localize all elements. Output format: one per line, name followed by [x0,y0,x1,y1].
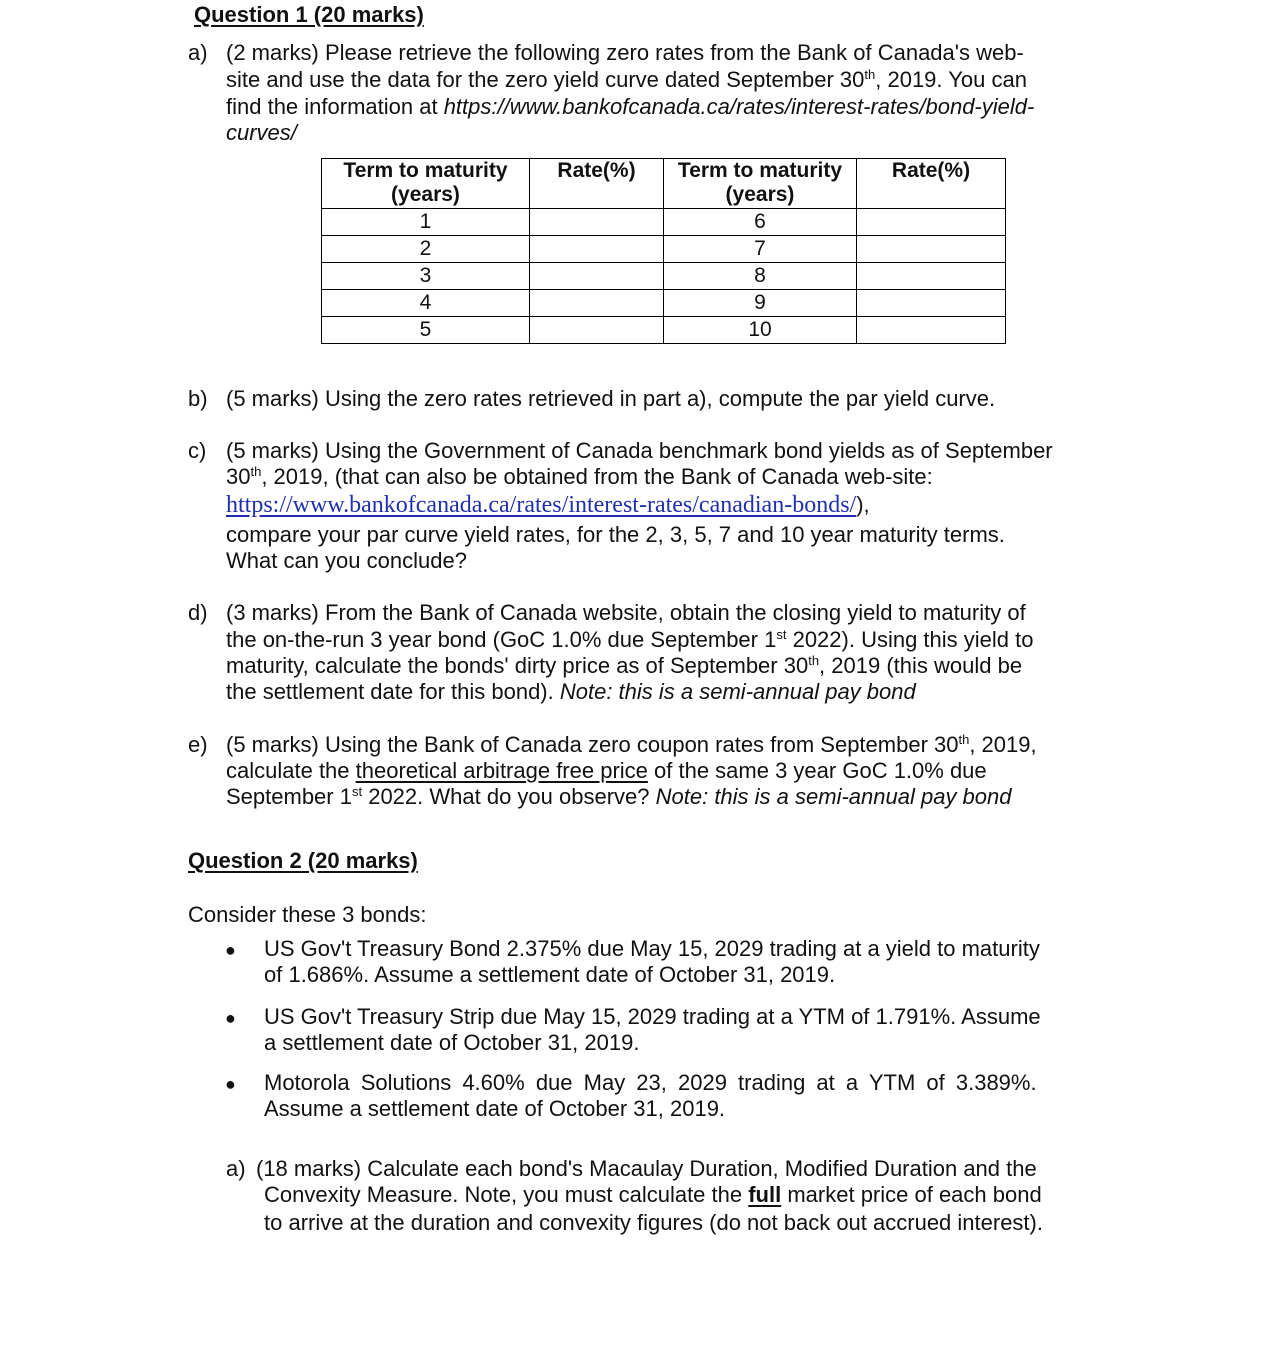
q1-part-a-line-2-text: site and use the data for the zero yield curve dated September 30 [226,67,865,92]
term-cell: 7 [664,236,857,263]
bond-yield-curves-url-continued[interactable]: curves/ [226,120,297,145]
semi-annual-note: Note: this is a semi-annual pay bond [655,784,1012,809]
rate-input-cell[interactable] [530,290,664,317]
superscript: th [864,67,876,82]
q1-part-e-line-1 [226,732,1037,758]
q2-part-a-line-3: to arrive at the duration and convexity figures (do not back out accrued interest). [264,1210,1043,1235]
q1-part-d-line-1: (3 marks) From the Bank of Canada website, obtain the closing yield to maturity of [226,600,1026,625]
full-price-emphasis: full [748,1182,782,1207]
q1-part-e-line-3 [226,784,1012,810]
header-term-right-line-1: Term to maturity [677,159,843,182]
rate-input-cell[interactable] [857,209,1006,236]
q1-part-c-line-1: (5 marks) Using the Government of Canada benchmark bond yields as of September [226,438,1053,463]
q1-part-c-line-4: compare your par curve yield rates, for the 2, 3, 5, 7 and 10 year maturity terms. [226,522,1005,547]
q1-part-e-marker: e) [188,732,208,757]
term-cell: 1 [322,209,530,236]
q1-part-a-line-1: (2 marks) Please retrieve the following zero rates from the Bank of Canada's web- [226,40,1024,65]
term-cell: 10 [664,317,857,344]
term-cell: 8 [664,263,857,290]
header-term-right-line-2: (years) [725,183,795,206]
header-term-left [322,159,530,209]
zero-rates-table [321,158,1006,344]
term-cell: 9 [664,290,857,317]
header-rate-right: Rate(%) [857,159,1006,209]
rate-input-cell[interactable] [530,317,664,344]
arbitrage-free-price-emphasis: theoretical arbitrage free price [355,758,648,783]
q1-part-c-line-2-tail: , 2019, (that can also be obtained from the Bank of Canada web-site: [261,464,933,489]
q1-part-c-link-after: ), [856,492,870,517]
q1-part-d-line-4-text: the settlement date for this bond). [226,679,560,704]
question-1-heading: Question 1 (20 marks) [194,2,424,27]
q1-part-c-marker: c) [188,438,207,463]
rate-input-cell[interactable] [530,209,664,236]
canadian-bonds-link[interactable]: https://www.bankofcanada.ca/rates/interest-rates/canadian-bonds/ [226,492,857,518]
bond-3-line-2: Assume a settlement date of October 31, 2019. [264,1096,726,1121]
table-row [322,263,1006,290]
q2-intro: Consider these 3 bonds: [188,902,427,927]
q1-part-c-line-2-text: 30 [226,464,251,489]
q1-part-a-marker: a) [188,40,208,65]
q1-part-d-marker: d) [188,600,208,625]
q1-part-c-line-3 [226,492,870,518]
bullet-icon: ● [225,1008,236,1028]
q2-part-a-marker: a) [226,1156,246,1181]
q1-part-b-line-1: (5 marks) Using the zero rates retrieved in part a), compute the par yield curve. [226,386,996,411]
q1-part-d-line-4 [226,679,916,705]
q1-part-e-line-1-tail: , 2019, [969,732,1037,757]
bullet-icon: ● [225,1074,236,1094]
q1-part-e-line-2-text: calculate the [226,758,356,783]
bond-1-line-1: US Gov't Treasury Bond 2.375% due May 15, 2029 trading at a yield to maturity [264,936,1040,961]
bond-1-line-2: of 1.686%. Assume a settlement date of October 31, 2019. [264,962,836,987]
q1-part-e-line-3-text: September 1 [226,784,352,809]
q1-part-a-line-3 [226,94,1034,120]
rate-input-cell[interactable] [857,236,1006,263]
superscript: th [958,732,970,747]
question-2-heading: Question 2 (20 marks) [188,848,418,873]
q1-part-c-line-2 [226,464,933,490]
term-cell: 5 [322,317,530,344]
term-cell: 6 [664,209,857,236]
superscript: th [808,653,820,668]
bullet-icon: ● [225,940,236,960]
zero-rates-table-header [322,159,1006,209]
header-term-left-line-2: (years) [391,183,460,206]
q1-part-d-line-2 [226,627,1034,653]
q1-part-e-line-3-mid: 2022. What do you observe? [362,784,656,809]
q1-part-d-line-3-text: maturity, calculate the bonds' dirty price as of September 30 [226,653,809,678]
header-rate-left: Rate(%) [530,159,664,209]
rate-input-cell[interactable] [530,263,664,290]
q1-part-b-marker: b) [188,386,208,411]
q1-part-a-line-2 [226,67,1027,93]
semi-annual-note: Note: this is a semi-annual pay bond [559,679,916,704]
q1-part-a-line-2-tail: , 2019. You can [875,67,1027,92]
q1-part-d-line-2-tail: 2022). Using this yield to [786,627,1034,652]
rate-input-cell[interactable] [857,317,1006,344]
term-cell: 3 [322,263,530,290]
q2-part-a-line-2-text: Convexity Measure. Note, you must calculate the [264,1182,749,1207]
q1-part-d-line-3 [226,653,1022,679]
bond-yield-curves-url[interactable]: https://www.bankofcanada.ca/rates/interest-rates/bond-yield- [443,94,1035,119]
bond-3-line-1: Motorola Solutions 4.60% due May 23, 2029 trading at a YTM of 3.389%. [264,1070,1037,1095]
q1-part-d-line-3-tail: , 2019 (this would be [819,653,1023,678]
table-row [322,290,1006,317]
q2-part-a-line-2-tail: market price of each bond [781,1182,1042,1207]
table-row [322,317,1006,344]
rate-input-cell[interactable] [530,236,664,263]
rate-input-cell[interactable] [857,263,1006,290]
header-term-left-line-1: Term to maturity [343,159,508,182]
bond-2-line-1: US Gov't Treasury Strip due May 15, 2029 trading at a YTM of 1.791%. Assume [264,1004,1041,1029]
q2-part-a-line-1: (18 marks) Calculate each bond's Macaulay Duration, Modified Duration and the [256,1156,1037,1181]
table-row [322,236,1006,263]
q1-part-e-line-2-tail: of the same 3 year GoC 1.0% due [647,758,987,783]
table-row [322,209,1006,236]
bond-2-line-2: a settlement date of October 31, 2019. [264,1030,640,1055]
q1-part-a-line-3-text: find the information at [226,94,444,119]
q1-part-d-line-2-text: the on-the-run 3 year bond (GoC 1.0% due September 1 [226,627,777,652]
rate-input-cell[interactable] [857,290,1006,317]
q1-part-e-line-1-text: (5 marks) Using the Bank of Canada zero coupon rates from September 30 [226,732,959,757]
q2-part-a-line-2 [264,1182,1042,1208]
term-cell: 2 [322,236,530,263]
superscript: st [776,627,787,642]
superscript: st [351,784,363,799]
superscript: th [250,464,262,479]
q1-part-e-line-2 [226,758,987,784]
term-cell: 4 [322,290,530,317]
q1-part-c-line-5: What can you conclude? [226,548,467,573]
header-term-right [664,159,857,209]
